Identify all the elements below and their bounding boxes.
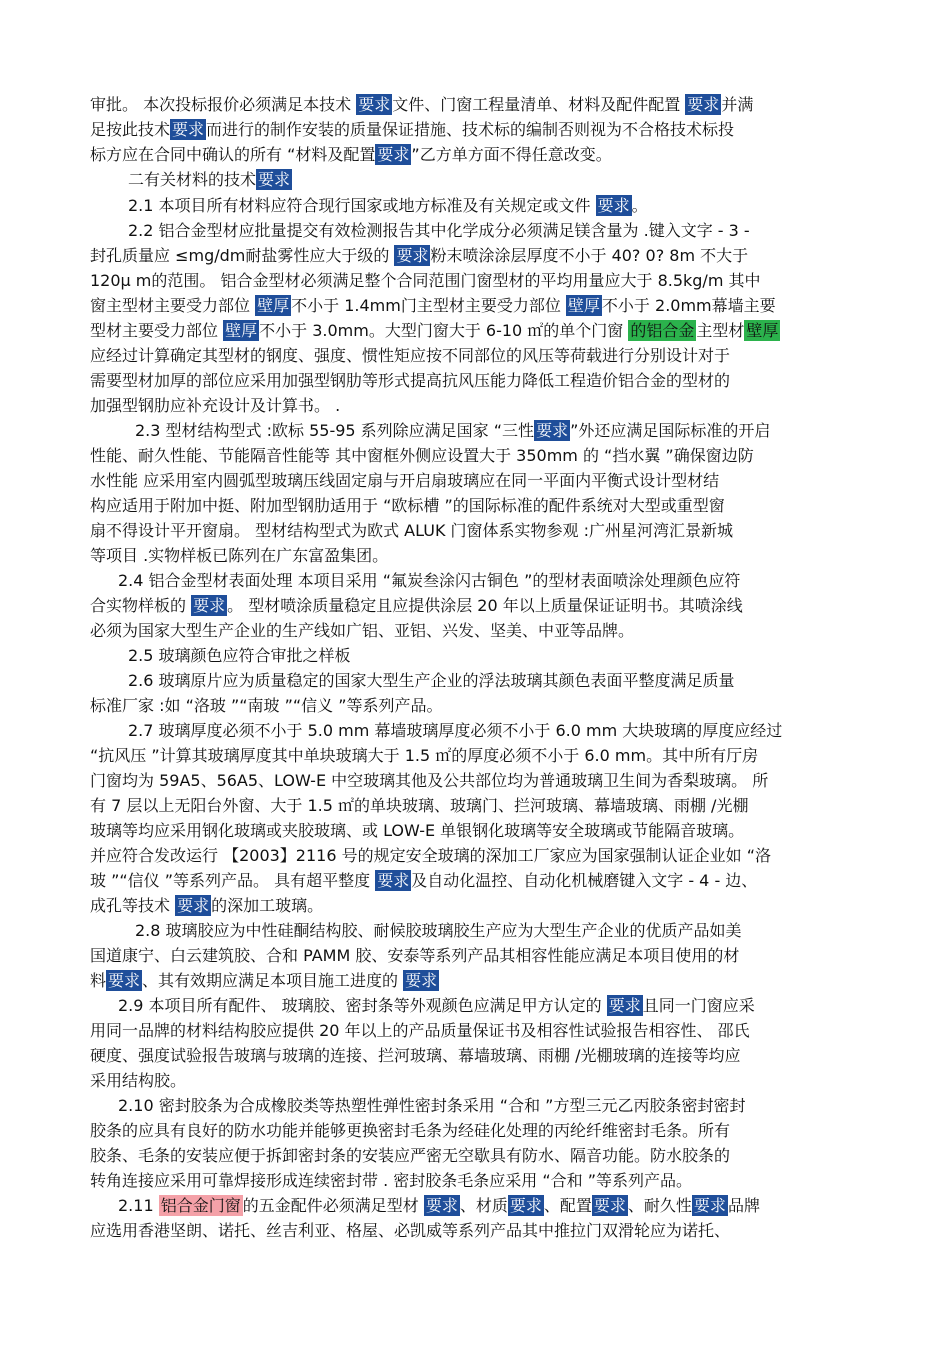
text-line [90,770,768,792]
text-segment: 2.7 玻璃厚度必须不小于 5.0 mm 幕墙玻璃厚度必须不小于 6.0 mm 大块玻璃的厚度应经过 [128,721,783,740]
text-segment: ”外还应满足国际标准的开启 [570,421,771,440]
text-segment: 水性能 应采用室内圆弧型玻璃压线固定扇与开启扇玻璃应在同一平面内平衡式设计型材结 [90,471,720,490]
highlighted-term: 要求 [177,896,210,915]
text-line [90,1170,692,1192]
text-segment: 2.5 玻璃颜色应符合审批之样板 [128,646,351,665]
text-segment: 不小于 3.0mm。大型门窗大于 6-10 ㎡的单个门窗 [259,321,629,340]
text-line [90,495,725,517]
text-segment: 2.1 本项目所有材料应符合现行国家或地方标准及有关规定或文件 [128,196,596,215]
text-line [90,245,748,267]
text-segment: 用同一品牌的材料结构胶应提供 20 年以上的产品质量保证书及相容性试验报告相容性、 邵氏 [90,1021,750,1040]
text-line [90,695,443,717]
text-segment: 有 7 层以上无阳台外窗、大于 1.5 ㎡的单块玻璃、玻璃门、拦河玻璃、幕墙玻璃、雨棚 /光棚 [90,796,749,815]
text-segment: 而进行的制作安装的质量保证措施、技术标的编制否则视为不合格技术标投 [206,120,735,139]
highlighted-term: 壁厚 [225,321,258,340]
text-line [90,945,739,967]
text-segment: 2.11 [118,1196,159,1215]
text-line [90,845,771,867]
text-segment: 加强型钢肋应补充设计及计算书。 . [90,396,341,415]
text-segment: 窗主型材主要受力部位 [90,296,256,315]
highlighted-term: 要求 [377,871,410,890]
text-segment: 2.10 密封胶条为合成橡胶类等热塑性弹性密封条采用 “合和 ”方型三元乙丙胶条密封密封 [118,1096,746,1115]
highlighted-term: 要求 [597,196,630,215]
highlighted-term: 要求 [172,120,205,139]
text-segment: 2.3 型材结构型式 :欧标 55-95 系列除应满足国家 “三性 [135,421,535,440]
text-segment: 标方应在合同中确认的所有 “材料及配置 [90,145,376,164]
text-line [128,195,648,217]
highlighted-term: 要求 [687,95,720,114]
text-line [90,345,730,367]
text-line [90,520,733,542]
highlighted-term: 的铝合金 [630,321,695,340]
text-line [90,595,743,617]
text-segment: 审批。 本次投标报价必须满足本技术 [90,95,357,114]
text-segment: 二有关材料的技术 [128,170,257,189]
text-segment: 玻 ”“信仪 ”等系列产品。 具有超平整度 [90,871,376,890]
text-segment: 胶条、毛条的安装应便于拆卸密封条的安装应严密无空歇具有防水、隔音功能。防水胶条的 [90,1146,731,1165]
text-segment: 并满 [721,95,754,114]
text-segment: “抗风压 ”计算其玻璃厚度其中单块玻璃大于 1.5 ㎡的厚度必须不小于 6.0 mm。其中所有厅房 [90,746,759,765]
text-line [90,1220,730,1242]
text-segment: 。 [631,196,648,215]
text-segment: 、材质 [459,1196,508,1215]
highlighted-term: 要求 [405,971,438,990]
highlighted-term: 要求 [536,421,569,440]
text-line [90,395,340,417]
text-segment: 需要型材加厚的部位应采用加强型钢肋等形式提高抗风压能力降低工程造价铝合金的型材的 [90,371,731,390]
text-segment: 且同一门窗应采 [642,996,755,1015]
text-segment: 成孔等技术 [90,896,176,915]
text-segment: 主型材 [696,321,745,340]
text-line [135,920,742,942]
text-segment: 的深加工玻璃。 [211,896,324,915]
text-line [90,1120,730,1142]
text-line [90,745,758,767]
text-segment: 2.8 玻璃胶应为中性硅酮结构胶、耐候胶玻璃胶生产应为大型生产企业的优质产品如美 [135,921,742,940]
text-segment: 。 型材喷涂质量稳定且应提供涂层 20 年以上质量保证证明书。其喷涂线 [227,596,743,615]
highlighted-term: 壁厚 [746,321,779,340]
text-segment: 门窗均为 59A5、56A5、LOW-E 中空玻璃其他及公共部位均为普通玻璃卫生间为香梨玻璃。 所 [90,771,769,790]
text-segment: 封孔质量应 ≤mg/dm耐盐雾性应大于级的 [90,246,395,265]
text-line [90,445,754,467]
text-segment: 2.6 玻璃原片应为质量稳定的国家大型生产企业的浮法玻璃其颜色表面平整度满足质量 [128,671,735,690]
highlighted-term: 要求 [396,246,429,265]
text-segment: 国道康宁、白云建筑胶、合和 PAMM 胶、安泰等系列产品其相容性能应满足本项目使用的材 [90,946,740,965]
text-line [90,320,780,342]
highlighted-term: 要求 [593,1196,626,1215]
text-segment: 采用结构胶。 [90,1071,187,1090]
text-line [90,895,323,917]
text-segment: 及自动化温控、自动化机械磨键入文字 - 4 - 边、 [411,871,758,890]
text-line [135,420,770,442]
text-line [118,1195,760,1217]
text-line [118,570,740,592]
text-segment: 的五金配件必须满足型材 [242,1196,424,1215]
text-line [90,820,744,842]
text-segment: 品牌 [727,1196,760,1215]
text-line [90,370,730,392]
highlighted-term: 壁厚 [257,296,290,315]
text-line [118,995,755,1017]
highlighted-term: 要求 [108,971,141,990]
text-segment: 2.9 本项目所有配件、 玻璃胶、密封条等外观颜色应满足甲方认定的 [118,996,607,1015]
text-segment: 、耐久性 [627,1196,692,1215]
text-line [90,94,753,116]
text-line [90,1045,740,1067]
text-line [118,1095,745,1117]
highlighted-term: 要求 [693,1196,726,1215]
highlighted-term: 壁厚 [567,296,600,315]
text-line [90,144,612,166]
text-segment: 2.2 铝合金型材应批量提交有效检测报告其中化学成分必须满足镁含量为 .键入文字 - 3 - [128,221,750,240]
text-segment: 玻璃等均应采用钢化玻璃或夹胶玻璃、或 LOW-E 单银钢化玻璃等安全玻璃或节能隔音玻璃。 [90,821,745,840]
text-segment: 不小于 2.0mm幕墙主要 [601,296,776,315]
text-line [90,119,734,141]
text-segment: 、配置 [543,1196,592,1215]
highlighted-term: 要求 [509,1196,542,1215]
text-segment: 合实物样板的 [90,596,192,615]
text-segment: 型材主要受力部位 [90,321,224,340]
highlighted-term: 铝合金门窗 [160,1196,241,1215]
text-line [90,620,634,642]
text-line [90,545,388,567]
text-line [90,1070,186,1092]
text-segment: 、其有效期应满足本项目施工进度的 [142,971,404,990]
text-line [128,169,292,191]
text-segment: 文件、门窗工程量清单、材料及配件配置 [392,95,686,114]
text-segment: 2.4 铝合金型材表面处理 本项目采用 “氟炭叁涂闪古铜色 ”的型材表面喷涂处理颜色应符 [118,571,741,590]
text-line [90,470,719,492]
text-segment: 必须为国家大型生产企业的生产线如广铝、亚铝、兴发、坚美、中亚等品牌。 [90,621,635,640]
text-line [90,795,748,817]
text-line [90,870,757,892]
text-line [90,1145,730,1167]
text-segment: 构应适用于附加中挺、附加型钢肋适用于 “欧标槽 ”的国际标准的配件系统对大型或重型窗 [90,496,725,515]
text-segment: 转角连接应采用可靠焊接形成连续密封带 . 密封胶条毛条应采用 “合和 ”等系列产品。 [90,1171,693,1190]
highlighted-term: 要求 [377,145,410,164]
text-line [128,720,782,742]
text-segment: 应选用香港坚朗、诺托、丝吉利亚、格屋、必凯威等系列产品其中推拉门双滑轮应为诺托、 [90,1221,731,1240]
text-segment: 硬度、强度试验报告玻璃与玻璃的连接、拦河玻璃、幕墙玻璃、雨棚 /光棚玻璃的连接等均应 [90,1046,741,1065]
text-segment: 标准厂家 :如 “洛玻 ”“南玻 ”“信义 ”等系列产品。 [90,696,443,715]
highlighted-term: 要求 [258,170,291,189]
text-line [128,645,351,667]
text-segment: 扇不得设计平开窗扇。 型材结构型式为欧式 ALUK 门窗体系实物参观 :广州星河湾汇景新城 [90,521,734,540]
text-segment: 等项目 .实物样板已陈列在广东富盈集团。 [90,546,389,565]
text-segment: 粉末喷涂涂层厚度不小于 40? 0? 8m 不大于 [430,246,749,265]
text-segment: 120μ m的范围。 铝合金型材必须满足整个合同范围门窗型材的平均用量应大于 8.5kg/m 其中 [90,271,761,290]
text-line [90,295,776,317]
text-segment: ”乙方单方面不得任意改变。 [411,145,612,164]
text-line [90,1020,750,1042]
text-segment: 性能、耐久性能、节能隔音性能等 其中窗框外侧应设置大于 350mm 的 “挡水翼 ”确保窗边防 [90,446,754,465]
text-line [90,270,761,292]
highlighted-term: 要求 [425,1196,458,1215]
highlighted-term: 要求 [193,596,226,615]
highlighted-term: 要求 [358,95,391,114]
text-segment: 应经过计算确定其型材的钢度、强度、惯性矩应按不同部位的风压等荷载进行分别设计对于 [90,346,731,365]
highlighted-term: 要求 [608,996,641,1015]
text-segment: 不小于 1.4mm门主型材主要受力部位 [291,296,566,315]
text-line [128,670,735,692]
text-segment: 料 [90,971,107,990]
text-segment: 并应符合发改运行 【2003】2116 号的规定安全玻璃的深加工厂家应为国家强制认证企业如 “洛 [90,846,771,865]
text-segment: 胶条的应具有良好的防水功能并能够更换密封毛条为经硅化处理的丙纶纤维密封毛条。所有 [90,1121,731,1140]
text-line [90,970,439,992]
text-line [128,220,750,242]
text-segment: 足按此技术 [90,120,171,139]
